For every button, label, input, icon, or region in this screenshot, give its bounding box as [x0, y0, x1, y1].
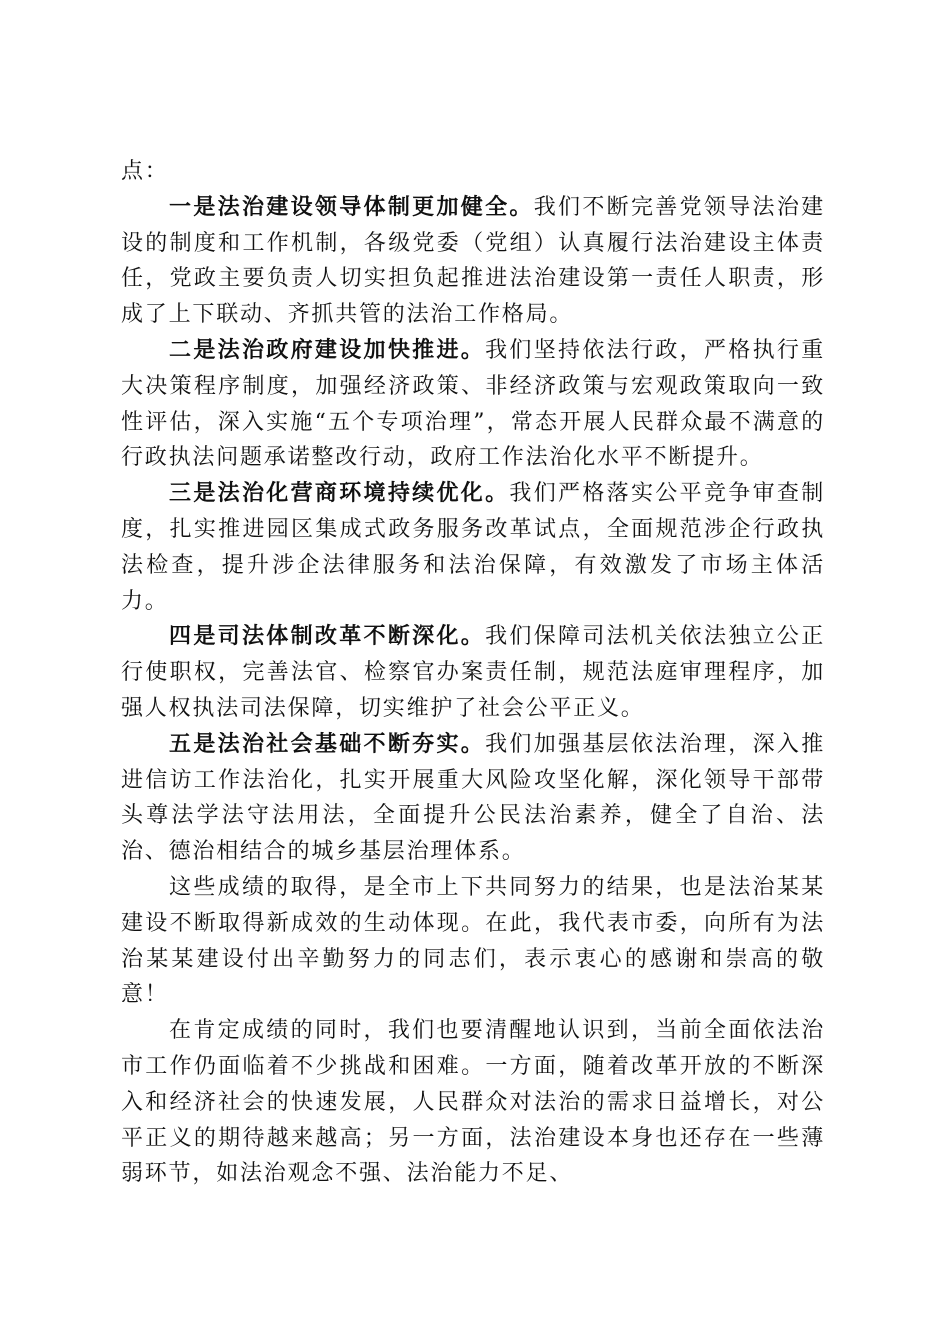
paragraph-6	[121, 870, 825, 1013]
paragraph-7	[121, 1013, 825, 1192]
paragraph-2	[121, 333, 825, 476]
paragraph-1	[121, 190, 825, 333]
paragraph-text: 我们不断完善党领导法治建设的制度和工作机制，各级党委（党组）认真履行法治建设主体责任，党政主要负责人切实担负起推进法治建设第一责任人职责，形成了上下联动、齐抓共管的法治工作格局。	[121, 194, 825, 328]
paragraph-lead: 五是法治社会基础不断夯实。	[169, 730, 486, 757]
paragraph-lead: 三是法治化营商环境持续优化。	[169, 480, 510, 507]
paragraph-text: 我们坚持依法行政，严格执行重大决策程序制度，加强经济政策、非经济政策与宏观政策取向一致性评估，深入实施“五个专项治理”，常态开展人民群众最不满意的行政执法问题承诺整改行动，政府工作法治化水平不断提升。	[121, 337, 826, 471]
paragraph-lead: 二是法治政府建设加快推进。	[169, 336, 486, 363]
paragraph-lead: 一是法治建设领导体制更加健全。	[169, 193, 534, 220]
paragraph-lead: 四是司法体制改革不断深化。	[169, 623, 486, 650]
paragraph-3	[121, 476, 825, 619]
paragraph-text: 在肯定成绩的同时，我们也要清醒地认识到，当前全面依法治市工作仍面临着不少挑战和困难。一方面，随着改革开放的不断深入和经济社会的快速发展，人民群众对法治的需求日益增长，对公平正义的期待越来越高；另一方面，法治建设本身也还存在一些薄弱环节，如法治观念不强、法治能力不足、	[121, 1018, 825, 1187]
paragraph-text: 点：	[121, 159, 169, 184]
paragraph-0	[121, 154, 825, 190]
paragraph-5	[121, 727, 825, 870]
document-body	[121, 154, 825, 1192]
paragraph-text: 我们保障司法机关依法独立公正行使职权，完善法官、检察官办案责任制，规范法庭审理程序，加强人权执法司法保障，切实维护了社会公平正义。	[121, 624, 826, 721]
paragraph-text: 我们严格落实公平竞争审查制度，扎实推进园区集成式政务服务改革试点，全面规范涉企行政执法检查，提升涉企法律服务和法治保障，有效激发了市场主体活力。	[121, 481, 826, 614]
paragraph-text: 这些成绩的取得，是全市上下共同努力的结果，也是法治某某建设不断取得新成效的生动体现。在此，我代表市委，向所有为法治某某建设付出辛勤努力的同志们，表示衷心的感谢和崇高的敬意！	[121, 874, 825, 1008]
paragraph-text: 我们加强基层依法治理，深入推进信访工作法治化，扎实开展重大风险攻坚化解，深化领导干部带头尊法学法守法用法，全面提升公民法治素养，健全了自治、法治、德治相结合的城乡基层治理体系。	[121, 731, 826, 865]
paragraph-4	[121, 619, 825, 726]
